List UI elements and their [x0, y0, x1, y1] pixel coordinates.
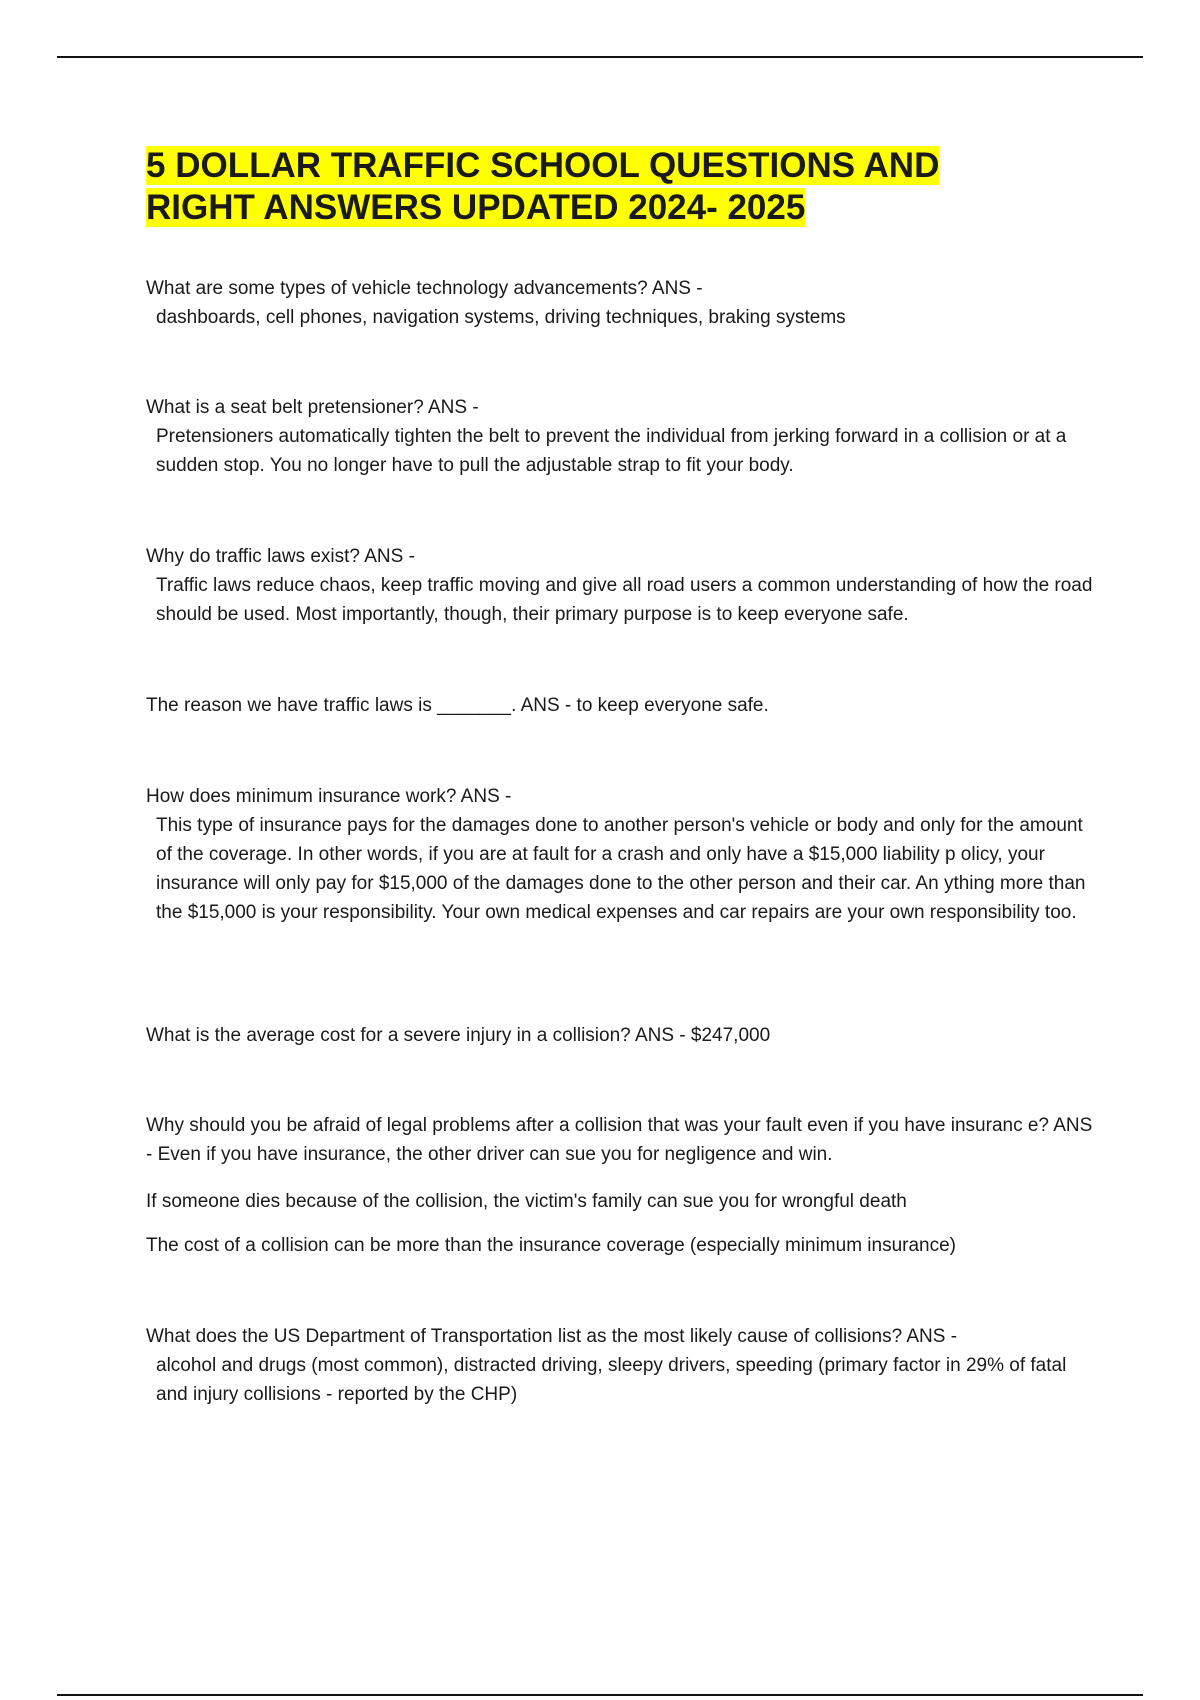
- qa-item-5: [146, 782, 1096, 927]
- title-line-1: 5 DOLLAR TRAFFIC SCHOOL QUESTIONS AND: [146, 146, 940, 185]
- qa-item-3: [146, 542, 1096, 629]
- qa-item-7: [146, 1111, 1096, 1169]
- question-text: What is the average cost for a severe injury in a collision? ANS - $247,000: [146, 1025, 771, 1046]
- question-text: What is a seat belt pretensioner? ANS -: [146, 397, 479, 418]
- qa-item-4: [146, 691, 1096, 720]
- qa-item-6: [146, 1021, 1096, 1050]
- page-title: [146, 145, 1106, 229]
- answer-text: Pretensioners automatically tighten the belt to prevent the individual from jerking forward in a collision or at a sudden stop. You no longer have to pull the adjustable strap to fit your body.: [156, 426, 1067, 476]
- question-text: What does the US Department of Transportation list as the most likely cause of collisions? ANS -: [146, 1326, 958, 1347]
- question-text: How does minimum insurance work? ANS -: [146, 786, 512, 807]
- bottom-rule: [57, 1694, 1143, 1696]
- question-text: What are some types of vehicle technology advancements? ANS -: [146, 278, 703, 299]
- answer-text: This type of insurance pays for the damages done to another person's vehicle or body and only for the amount of the coverage. In other words, if you are at fault for a crash and only have a $15,000 liability p olicy, your insurance will only pay for $15,000 of the damages done to the other person and their car. An ything more than the $15,000 is your responsibility. Your own medical expenses and car repairs are your own responsibility too.: [156, 815, 1086, 923]
- qa-item-8: [146, 1322, 1096, 1409]
- top-rule: [57, 56, 1143, 58]
- answer-text: alcohol and drugs (most common), distracted driving, sleepy drivers, speeding (primary factor in 29% of fatal and injury collisions - reported by the CHP): [156, 1355, 1067, 1405]
- qa-item-1: [146, 274, 1096, 332]
- qa-item-2: [146, 393, 1096, 480]
- answer-text: Traffic laws reduce chaos, keep traffic moving and give all road users a common understanding of how the road should be used. Most importantly, though, their primary purpose is to keep everyone safe.: [156, 575, 1093, 625]
- answer-continuation-2: [146, 1231, 1096, 1260]
- answer-text: dashboards, cell phones, navigation systems, driving techniques, braking systems: [156, 307, 846, 328]
- question-text: Why do traffic laws exist? ANS -: [146, 546, 415, 567]
- answer-continuation-1: [146, 1187, 1096, 1216]
- answer-text: If someone dies because of the collision, the victim's family can sue you for wrongful death: [146, 1191, 907, 1212]
- question-text: The reason we have traffic laws is _______. ANS - to keep everyone safe.: [146, 695, 769, 716]
- title-line-2: RIGHT ANSWERS UPDATED 2024- 2025: [146, 188, 806, 227]
- question-text: Why should you be afraid of legal problems after a collision that was your fault even if you have insuranc e? ANS - Even if you have insurance, the other driver can sue you for negligence and win.: [146, 1115, 1093, 1165]
- answer-text: The cost of a collision can be more than the insurance coverage (especially minimum insurance): [146, 1235, 957, 1256]
